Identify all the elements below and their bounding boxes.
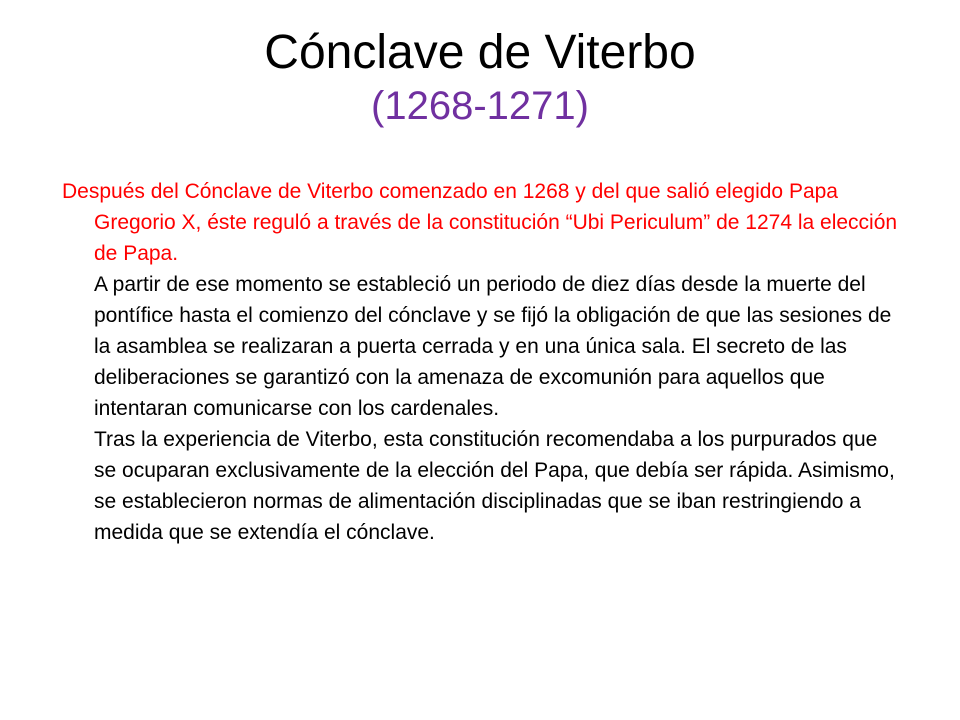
intro-paragraph: Después del Cónclave de Viterbo comenzado en 1268 y del que salió elegido Papa Gregorio X, éste reguló a través de la constitución “Ubi Periculum” de 1274 la elección de Papa. [62, 180, 898, 265]
slide-title: Cónclave de Viterbo [264, 26, 696, 79]
body-paragraph-rules: A partir de ese momento se estableció un periodo de diez días desde la muerte del pontífice hasta el comienzo del cónclave y se fijó la obligación de que las sesiones de la asamblea se realizaran a puerta cerrada y en una única sala. El secreto de las deliberaciones se garantizó con la amenaza de excomunión para aquellos que intentaran comunicarse con los cardenales. [94, 273, 892, 420]
body-paragraph-viterbo: Tras la experiencia de Viterbo, esta constitución recomendaba a los purpurados que se ocuparan exclusivamente de la elección del Papa, que debía ser rápida. Asimismo, se establecieron normas de alimentación disciplinadas que se iban restringiendo a medida que se extendía el cónclave. [94, 428, 895, 544]
slide-title-block [60, 24, 900, 130]
slide-body [62, 176, 902, 548]
slide-subtitle-dates: (1268-1271) [371, 83, 589, 128]
